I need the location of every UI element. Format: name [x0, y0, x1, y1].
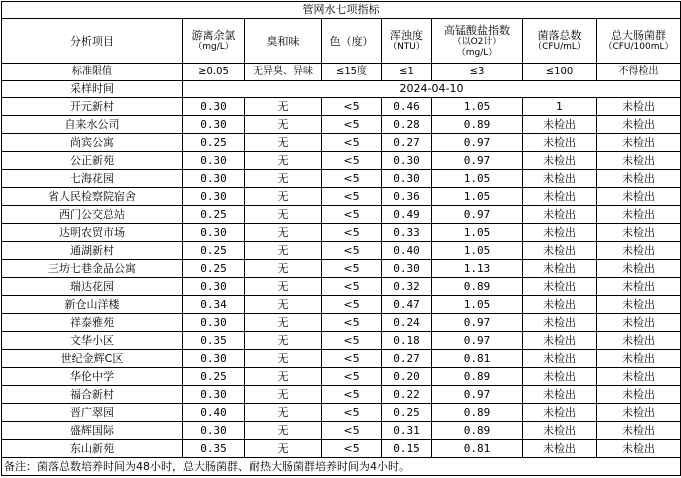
header-bacteria-unit: （CFU/mL）: [533, 42, 586, 52]
cod-cell: 1.05: [432, 242, 523, 260]
cod-cell: 1.05: [432, 224, 523, 242]
site-name-cell: 通湖新村: [2, 242, 183, 260]
header-row: [2, 19, 681, 64]
turbidity-cell: 0.20: [382, 368, 432, 386]
site-name-cell: 晋广翠园: [2, 404, 183, 422]
cod-cell: 1.05: [432, 170, 523, 188]
table-row: [2, 368, 681, 386]
cod-cell: 0.97: [432, 314, 523, 332]
table-row: [2, 332, 681, 350]
cod-cell: 0.89: [432, 404, 523, 422]
bacteria-count-cell: 未检出: [523, 278, 597, 296]
table-row: [2, 404, 681, 422]
table-row: [2, 206, 681, 224]
odor-cell: 无: [245, 116, 322, 134]
coliform-cell: 未检出: [597, 260, 681, 278]
header-chlorine-label: 游离余氯: [191, 29, 236, 42]
color-cell: <5: [322, 260, 382, 278]
site-name-cell: 祥泰雅苑: [2, 314, 183, 332]
chlorine-cell: 0.30: [183, 116, 245, 134]
odor-cell: 无: [245, 386, 322, 404]
table-row: [2, 422, 681, 440]
color-cell: <5: [322, 188, 382, 206]
color-cell: <5: [322, 206, 382, 224]
odor-cell: 无: [245, 170, 322, 188]
sampling-date: 2024-04-10: [183, 81, 681, 98]
odor-cell: 无: [245, 98, 322, 116]
color-cell: <5: [322, 116, 382, 134]
coliform-cell: 未检出: [597, 314, 681, 332]
color-cell: <5: [322, 440, 382, 458]
cod-cell: 0.97: [432, 134, 523, 152]
header-bacteria: [523, 19, 597, 64]
site-name-cell: 西门公交总站: [2, 206, 183, 224]
chlorine-cell: 0.40: [183, 404, 245, 422]
site-name-cell: 七海花园: [2, 170, 183, 188]
cod-cell: 0.89: [432, 116, 523, 134]
footnote: 备注：菌落总数培养时间为48小时，总大肠菌群、耐热大肠菌群培养时间为4小时。: [2, 458, 681, 476]
site-name-cell: 瑞达花园: [2, 278, 183, 296]
site-name-cell: 公正新苑: [2, 152, 183, 170]
bacteria-count-cell: 未检出: [523, 134, 597, 152]
coliform-cell: 未检出: [597, 170, 681, 188]
bacteria-count-cell: 未检出: [523, 260, 597, 278]
turbidity-cell: 0.28: [382, 116, 432, 134]
chlorine-cell: 0.25: [183, 134, 245, 152]
standard-bacteria: ≤100: [523, 64, 597, 81]
coliform-cell: 未检出: [597, 350, 681, 368]
color-cell: <5: [322, 98, 382, 116]
bacteria-count-cell: 未检出: [523, 224, 597, 242]
header-cod-label: 高锰酸盐指数: [444, 23, 510, 37]
cod-cell: 1.13: [432, 260, 523, 278]
odor-cell: 无: [245, 422, 322, 440]
odor-cell: 无: [245, 350, 322, 368]
standard-label: 标准限值: [2, 64, 183, 81]
turbidity-cell: 0.31: [382, 422, 432, 440]
color-cell: <5: [322, 350, 382, 368]
bacteria-count-cell: 未检出: [523, 332, 597, 350]
title-row: [2, 2, 681, 19]
chlorine-cell: 0.30: [183, 350, 245, 368]
standard-chlorine: ≥0.05: [183, 64, 245, 81]
bacteria-count-cell: 未检出: [523, 152, 597, 170]
chlorine-cell: 0.35: [183, 440, 245, 458]
bacteria-count-cell: 未检出: [523, 422, 597, 440]
odor-cell: 无: [245, 296, 322, 314]
cod-cell: 0.97: [432, 332, 523, 350]
odor-cell: 无: [245, 260, 322, 278]
color-cell: <5: [322, 332, 382, 350]
coliform-cell: 未检出: [597, 98, 681, 116]
site-name-cell: 福合新村: [2, 386, 183, 404]
table-row: [2, 224, 681, 242]
note-row: [2, 458, 681, 476]
odor-cell: 无: [245, 440, 322, 458]
site-name-cell: 尚宾公寓: [2, 134, 183, 152]
header-turbidity: [382, 19, 432, 64]
turbidity-cell: 0.49: [382, 206, 432, 224]
bacteria-count-cell: 未检出: [523, 242, 597, 260]
chlorine-cell: 0.30: [183, 152, 245, 170]
color-cell: <5: [322, 278, 382, 296]
chlorine-cell: 0.30: [183, 170, 245, 188]
cod-cell: 1.05: [432, 188, 523, 206]
bacteria-count-cell: 未检出: [523, 170, 597, 188]
coliform-cell: 未检出: [597, 332, 681, 350]
bacteria-count-cell: 1: [523, 98, 597, 116]
header-odor: 臭和味: [245, 19, 322, 64]
turbidity-cell: 0.32: [382, 278, 432, 296]
bacteria-count-cell: 未检出: [523, 314, 597, 332]
coliform-cell: 未检出: [597, 368, 681, 386]
table-row: [2, 260, 681, 278]
site-name-cell: 三坊七巷金品公寓: [2, 260, 183, 278]
bacteria-count-cell: 未检出: [523, 350, 597, 368]
cod-cell: 1.05: [432, 296, 523, 314]
turbidity-cell: 0.25: [382, 404, 432, 422]
turbidity-cell: 0.27: [382, 134, 432, 152]
turbidity-cell: 0.30: [382, 170, 432, 188]
bacteria-count-cell: 未检出: [523, 404, 597, 422]
header-turbidity-unit: （NTU）: [388, 42, 425, 52]
turbidity-cell: 0.27: [382, 350, 432, 368]
odor-cell: 无: [245, 314, 322, 332]
odor-cell: 无: [245, 404, 322, 422]
chlorine-cell: 0.30: [183, 224, 245, 242]
header-coliform: [597, 19, 681, 64]
coliform-cell: 未检出: [597, 152, 681, 170]
cod-cell: 0.97: [432, 206, 523, 224]
header-chlorine: [183, 19, 245, 64]
coliform-cell: 未检出: [597, 206, 681, 224]
color-cell: <5: [322, 242, 382, 260]
header-cod-unit: （mg/L）: [456, 47, 498, 58]
coliform-cell: 未检出: [597, 116, 681, 134]
table-row: [2, 440, 681, 458]
coliform-cell: 未检出: [597, 296, 681, 314]
table-title: 管网水七项指标: [2, 2, 681, 19]
table-row: [2, 242, 681, 260]
sampling-row: [2, 81, 681, 98]
odor-cell: 无: [245, 332, 322, 350]
turbidity-cell: 0.22: [382, 386, 432, 404]
bacteria-count-cell: 未检出: [523, 296, 597, 314]
bacteria-count-cell: 未检出: [523, 188, 597, 206]
cod-cell: 0.89: [432, 278, 523, 296]
table-row: [2, 134, 681, 152]
odor-cell: 无: [245, 224, 322, 242]
bacteria-count-cell: 未检出: [523, 206, 597, 224]
bacteria-count-cell: 未检出: [523, 368, 597, 386]
turbidity-cell: 0.30: [382, 260, 432, 278]
table-row: [2, 296, 681, 314]
bacteria-count-cell: 未检出: [523, 386, 597, 404]
turbidity-cell: 0.15: [382, 440, 432, 458]
site-name-cell: 自来水公司: [2, 116, 183, 134]
odor-cell: 无: [245, 242, 322, 260]
table-row: [2, 98, 681, 116]
color-cell: <5: [322, 152, 382, 170]
site-name-cell: 达明农贸市场: [2, 224, 183, 242]
standard-color: ≤15度: [322, 64, 382, 81]
chlorine-cell: 0.25: [183, 368, 245, 386]
cod-cell: 0.89: [432, 422, 523, 440]
chlorine-cell: 0.25: [183, 242, 245, 260]
site-name-cell: 世纪金辉C区: [2, 350, 183, 368]
site-name-cell: 文华小区: [2, 332, 183, 350]
chlorine-cell: 0.30: [183, 98, 245, 116]
chlorine-cell: 0.30: [183, 188, 245, 206]
chlorine-cell: 0.30: [183, 386, 245, 404]
coliform-cell: 未检出: [597, 440, 681, 458]
chlorine-cell: 0.30: [183, 278, 245, 296]
coliform-cell: 未检出: [597, 188, 681, 206]
coliform-cell: 未检出: [597, 386, 681, 404]
chlorine-cell: 0.25: [183, 206, 245, 224]
odor-cell: 无: [245, 134, 322, 152]
site-name-cell: 新仓山洋楼: [2, 296, 183, 314]
site-name-cell: 东山新苑: [2, 440, 183, 458]
table-row: [2, 386, 681, 404]
table-row: [2, 278, 681, 296]
turbidity-cell: 0.36: [382, 188, 432, 206]
cod-cell: 1.05: [432, 98, 523, 116]
header-color: 色（度）: [322, 19, 382, 64]
water-quality-table: [1, 1, 681, 476]
standard-turbidity: ≤1: [382, 64, 432, 81]
header-cod-basis: （以O2计）: [452, 36, 502, 47]
color-cell: <5: [322, 170, 382, 188]
standard-coliform: 不得检出: [597, 64, 681, 81]
header-coliform-unit: （CFU/100mL）: [603, 42, 674, 52]
odor-cell: 无: [245, 278, 322, 296]
header-bacteria-label: 菌落总数: [537, 29, 582, 42]
cod-cell: 0.97: [432, 386, 523, 404]
site-name-cell: 省人民检察院宿舍: [2, 188, 183, 206]
table-row: [2, 314, 681, 332]
color-cell: <5: [322, 368, 382, 386]
site-name-cell: 开元新村: [2, 98, 183, 116]
color-cell: <5: [322, 386, 382, 404]
header-coliform-label: 总大肠菌群: [611, 29, 666, 42]
standard-row: [2, 64, 681, 81]
standard-cod: ≤3: [432, 64, 523, 81]
turbidity-cell: 0.47: [382, 296, 432, 314]
coliform-cell: 未检出: [597, 224, 681, 242]
header-item: 分析项目: [2, 19, 183, 64]
odor-cell: 无: [245, 206, 322, 224]
coliform-cell: 未检出: [597, 422, 681, 440]
color-cell: <5: [322, 224, 382, 242]
turbidity-cell: 0.24: [382, 314, 432, 332]
color-cell: <5: [322, 422, 382, 440]
coliform-cell: 未检出: [597, 278, 681, 296]
bacteria-count-cell: 未检出: [523, 116, 597, 134]
odor-cell: 无: [245, 152, 322, 170]
table-row: [2, 116, 681, 134]
turbidity-cell: 0.18: [382, 332, 432, 350]
coliform-cell: 未检出: [597, 242, 681, 260]
table-row: [2, 152, 681, 170]
chlorine-cell: 0.35: [183, 332, 245, 350]
table-row: [2, 350, 681, 368]
standard-odor: 无异臭、异味: [245, 64, 322, 81]
sampling-label: 采样时间: [2, 81, 183, 98]
site-name-cell: 盛辉国际: [2, 422, 183, 440]
color-cell: <5: [322, 296, 382, 314]
chlorine-cell: 0.30: [183, 314, 245, 332]
table-row: [2, 170, 681, 188]
turbidity-cell: 0.40: [382, 242, 432, 260]
site-name-cell: 华伦中学: [2, 368, 183, 386]
color-cell: <5: [322, 134, 382, 152]
chlorine-cell: 0.25: [183, 260, 245, 278]
turbidity-cell: 0.33: [382, 224, 432, 242]
chlorine-cell: 0.30: [183, 422, 245, 440]
turbidity-cell: 0.30: [382, 152, 432, 170]
cod-cell: 0.81: [432, 440, 523, 458]
bacteria-count-cell: 未检出: [523, 440, 597, 458]
header-chlorine-unit: （mg/L）: [193, 42, 234, 52]
odor-cell: 无: [245, 188, 322, 206]
cod-cell: 0.89: [432, 368, 523, 386]
coliform-cell: 未检出: [597, 134, 681, 152]
color-cell: <5: [322, 404, 382, 422]
odor-cell: 无: [245, 368, 322, 386]
chlorine-cell: 0.34: [183, 296, 245, 314]
cod-cell: 0.97: [432, 152, 523, 170]
turbidity-cell: 0.46: [382, 98, 432, 116]
cod-cell: 0.81: [432, 350, 523, 368]
header-turbidity-label: 浑浊度: [390, 29, 423, 42]
coliform-cell: 未检出: [597, 404, 681, 422]
table-row: [2, 188, 681, 206]
color-cell: <5: [322, 314, 382, 332]
header-cod: [432, 19, 523, 64]
